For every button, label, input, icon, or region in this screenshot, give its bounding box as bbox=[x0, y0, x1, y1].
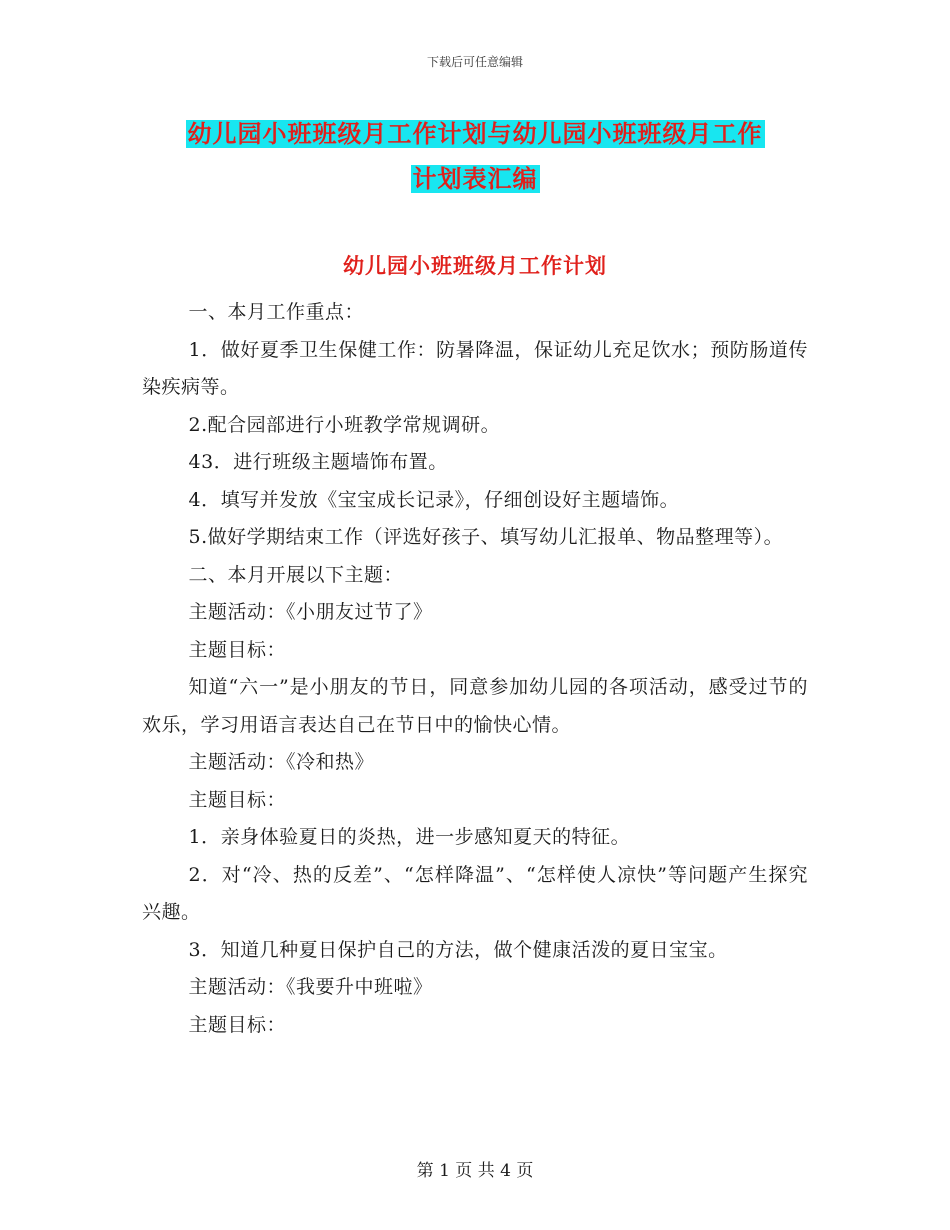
paragraph: 2.配合园部进行小班教学常规调研。 bbox=[188, 413, 501, 436]
document-title-line-1 bbox=[0, 114, 950, 149]
paragraph: 知道“六一”是小朋友的节日，同意参加幼儿园的各项活动，感受过节的欢乐，学习用语言表达自己在节日中的愉快心情。 bbox=[142, 676, 808, 736]
paragraph: 5.做好学期结束工作（评选好孩子、填写幼儿汇报单、物品整理等）。 bbox=[188, 526, 784, 548]
paragraph: 二、本月开展以下主题： bbox=[188, 563, 404, 586]
paragraph: 4．填写并发放《宝宝成长记录》，仔细创设好主题墙饰。 bbox=[188, 488, 680, 511]
paragraph: 1．亲身体验夏日的炎热，进一步感知夏天的特征。 bbox=[188, 826, 631, 848]
paragraph: 主题活动：《我要升中班啦》 bbox=[188, 976, 433, 998]
section-title: 幼儿园小班班级月工作计划 bbox=[343, 254, 607, 278]
header-note: 下载后可任意编辑 bbox=[426, 55, 523, 69]
paragraph: 2．对“冷、热的反差”、“怎样降温”、“怎样使人凉快”等问题产生探究兴趣。 bbox=[142, 863, 808, 923]
paragraph: 一、本月工作重点： bbox=[188, 301, 365, 323]
paragraph: 主题活动：《冷和热》 bbox=[188, 751, 375, 773]
paragraph: 主题目标： bbox=[188, 638, 287, 661]
page-footer: 第 1 页 共 4 页 bbox=[416, 1161, 534, 1181]
paragraph: 主题目标： bbox=[188, 788, 287, 811]
document-title-line-2 bbox=[0, 159, 950, 194]
document-body bbox=[142, 294, 808, 1044]
paragraph: 主题目标： bbox=[188, 1013, 287, 1036]
title-line-1-text: 幼儿园小班班级月工作计划与幼儿园小班班级月工作 bbox=[187, 120, 763, 148]
paragraph: 主题活动：《小朋友过节了》 bbox=[188, 601, 433, 623]
paragraph: 1．做好夏季卫生保健工作：防暑降温，保证幼儿充足饮水；预防肠道传染疾病等。 bbox=[142, 338, 808, 398]
title-line-2-text: 计划表汇编 bbox=[412, 165, 538, 193]
paragraph: 3．知道几种夏日保护自己的方法，做个健康活泼的夏日宝宝。 bbox=[188, 938, 728, 961]
paragraph: 43．进行班级主题墙饰布置。 bbox=[188, 451, 448, 473]
